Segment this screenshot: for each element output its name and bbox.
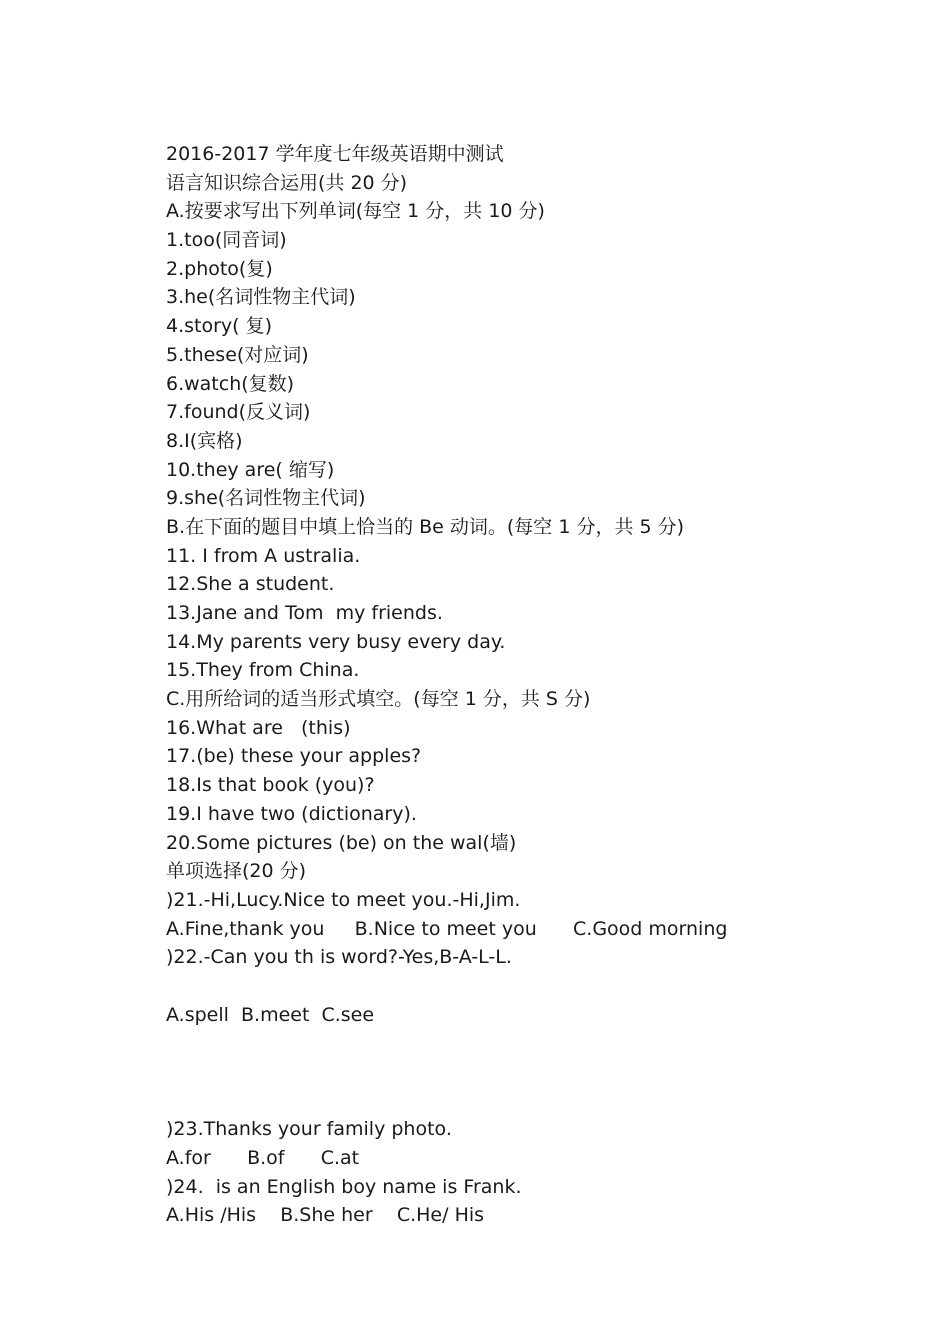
- text-line: 20.Some pictures (be) on the wal(墙): [166, 831, 517, 854]
- text-line: 14.My parents very busy every day.: [166, 630, 506, 653]
- text-line: 2016-2017 学年度七年级英语期中测试: [166, 143, 504, 165]
- text-line: 2.photo(复): [166, 257, 273, 280]
- document-body: [166, 140, 866, 1230]
- text-line: )23.Thanks your family photo.: [166, 1118, 452, 1141]
- text-line: 17.(be) these your apples?: [166, 745, 422, 768]
- text-line: A.for B.of C.at: [166, 1147, 360, 1170]
- text-line: 8.I(宾格): [166, 429, 243, 452]
- text-line: 单项选择(20 分): [166, 860, 307, 883]
- text-line: )22.-Can you th is word?-Yes,B-A-L-L.: [166, 946, 512, 969]
- text-line: 6.watch(复数): [166, 372, 295, 395]
- text-line: 7.found(反义词): [166, 401, 311, 424]
- text-line: C.用所给词的适当形式填空。(每空 1 分，共 S 分): [166, 688, 591, 711]
- text-line: 3.he(名词性物主代词): [166, 286, 356, 309]
- text-line: 12.She a student.: [166, 573, 335, 596]
- text-line: 13.Jane and Tom my friends.: [166, 602, 443, 624]
- text-line: 19.I have two (dictionary).: [166, 802, 417, 825]
- text-line: 1.too(同音词): [166, 229, 287, 252]
- text-line: B.在下面的题目中填上恰当的 Be 动词。(每空 1 分，共 5 分): [166, 515, 685, 538]
- text-line: 10.they are( 缩写): [166, 458, 335, 481]
- text-line: 15.They from China.: [166, 659, 360, 682]
- text-line: 11. I from A ustralia.: [166, 544, 361, 567]
- text-line: )21.-Hi,Lucy.Nice to meet you.-Hi,Jim.: [166, 888, 521, 911]
- blank-gap: [166, 1029, 866, 1086]
- text-line: A.按要求写出下列单词(每空 1 分，共 10 分): [166, 200, 545, 223]
- text-line: )24. is an English boy name is Frank.: [166, 1175, 522, 1198]
- blank-line: [166, 972, 866, 1001]
- text-line: 语言知识综合运用(共 20 分): [166, 171, 408, 194]
- text-line: A.spell B.meet C.see: [166, 1003, 375, 1026]
- text-line: 9.she(名词性物主代词): [166, 487, 366, 510]
- text-line: 5.these(对应词): [166, 343, 309, 366]
- text-line: 16.What are (this): [166, 716, 351, 739]
- text-line: 18.Is that book (you)?: [166, 774, 375, 797]
- text-line: 4.story( 复): [166, 315, 273, 338]
- blank-line: [166, 1087, 866, 1116]
- text-line: A.Fine,thank you B.Nice to meet you C.Good morning: [166, 917, 728, 940]
- text-line: A.His /His B.She her C.He/ His: [166, 1204, 485, 1227]
